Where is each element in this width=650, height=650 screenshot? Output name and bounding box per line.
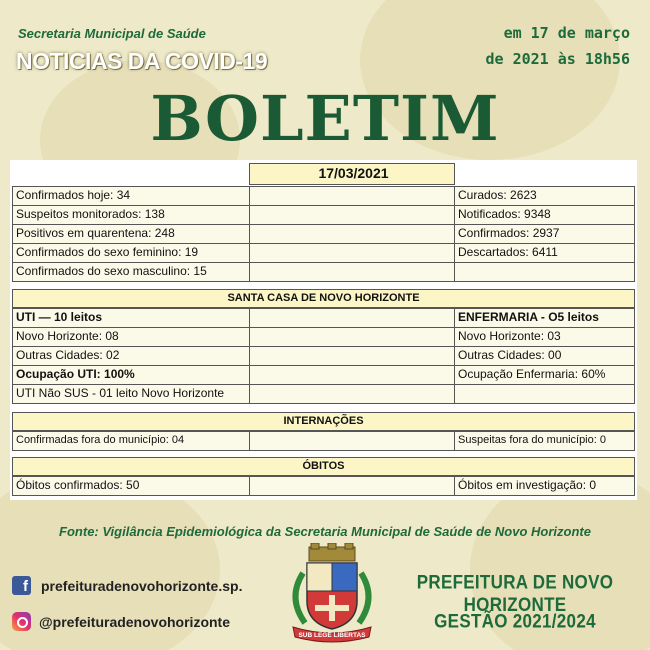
table-cell (454, 262, 635, 282)
table-cell (249, 327, 455, 347)
table-row (12, 262, 635, 281)
table-cell: Outras Cidades: 00 (454, 346, 635, 366)
gestao-label: GESTÃO 2021/2024 (434, 610, 596, 633)
table-cell: Ocupação Enfermaria: 60% (454, 365, 635, 385)
facebook-icon: f (12, 576, 31, 595)
table-row (12, 327, 635, 346)
section-heading-row (12, 289, 635, 308)
table-cell (249, 205, 455, 225)
table-cell (249, 243, 455, 263)
table-row (12, 346, 635, 365)
crest-motto: SUB LEGE LIBERTAS (298, 632, 366, 639)
section-heading-row (12, 412, 635, 431)
instagram-link[interactable] (12, 612, 230, 631)
city-crest-icon (283, 543, 381, 643)
secretaria-label: Secretaria Municipal de Saúde (18, 26, 206, 41)
table-date: 17/03/2021 (249, 163, 455, 185)
table-row (12, 224, 635, 243)
table-cell: Confirmadas fora do município: 04 (12, 431, 250, 451)
table-cell (249, 346, 455, 366)
table-cell: Ocupação UTI: 100% (12, 365, 250, 385)
santa-casa-heading: SANTA CASA DE NOVO HORIZONTE (12, 289, 635, 308)
table-row (12, 384, 635, 403)
table-cell: Óbitos em investigação: 0 (454, 476, 635, 496)
table-cell: Confirmados hoje: 34 (12, 186, 250, 206)
table-cell: Óbitos confirmados: 50 (12, 476, 250, 496)
facebook-handle[interactable]: prefeituradenovohorizonte.sp. (41, 577, 243, 594)
instagram-handle[interactable]: @prefeituradenovohorizonte (39, 613, 230, 630)
table-row (12, 243, 635, 262)
table-row (12, 431, 635, 450)
table-cell: UTI — 10 leitos (12, 308, 250, 328)
table-cell: ENFERMARIA - O5 leitos (454, 308, 635, 328)
table-cell (249, 431, 455, 451)
table-cell: Novo Horizonte: 03 (454, 327, 635, 347)
facebook-link[interactable] (12, 576, 242, 595)
table-row (12, 163, 635, 185)
source-note: Fonte: Vigilância Epidemiológica da Secretaria Municipal de Saúde de Novo Horizonte (59, 524, 591, 539)
obitos-heading: ÓBITOS (12, 457, 635, 476)
page-title: BOLETIM (150, 82, 500, 155)
table-row (12, 365, 635, 384)
table-cell (249, 186, 455, 206)
table-cell: Novo Horizonte: 08 (12, 327, 250, 347)
table-cell (249, 384, 455, 404)
table-cell: Positivos em quarentena: 248 (12, 224, 250, 244)
table-cell: Confirmados: 2937 (454, 224, 635, 244)
table-row (12, 205, 635, 224)
table-row (12, 476, 635, 495)
internacoes-heading: INTERNAÇÕES (12, 412, 635, 431)
table-cell (249, 262, 455, 282)
table-row (12, 186, 635, 205)
table-cell (454, 384, 635, 404)
table-cell: Suspeitos monitorados: 138 (12, 205, 250, 225)
section-heading-row (12, 457, 635, 476)
date-line-2: de 2021 às 18h56 (485, 50, 630, 68)
table-cell: Outras Cidades: 02 (12, 346, 250, 366)
table-row (12, 308, 635, 327)
table-cell (249, 476, 455, 496)
date-line-1: em 17 de março (503, 24, 630, 42)
table-cell: Notificados: 9348 (454, 205, 635, 225)
table-cell (249, 308, 455, 328)
table-cell: Descartados: 6411 (454, 243, 635, 263)
table-cell: Confirmados do sexo masculino: 15 (12, 262, 250, 282)
table-cell (249, 224, 455, 244)
bulletin-table (10, 160, 637, 500)
table-cell (249, 365, 455, 385)
table-cell: Confirmados do sexo feminino: 19 (12, 243, 250, 263)
instagram-icon (12, 612, 31, 631)
table-cell: Suspeitas fora do município: 0 (454, 431, 635, 451)
table-cell: UTI Não SUS - 01 leito Novo Horizonte (12, 384, 250, 404)
noticias-title: NOTICIAS DA COVID-19 (16, 48, 268, 74)
bulletin-date (440, 20, 630, 72)
prefeitura-name: PREFEITURA DE NOVO HORIZONTE (416, 571, 614, 616)
table-cell: Curados: 2623 (454, 186, 635, 206)
